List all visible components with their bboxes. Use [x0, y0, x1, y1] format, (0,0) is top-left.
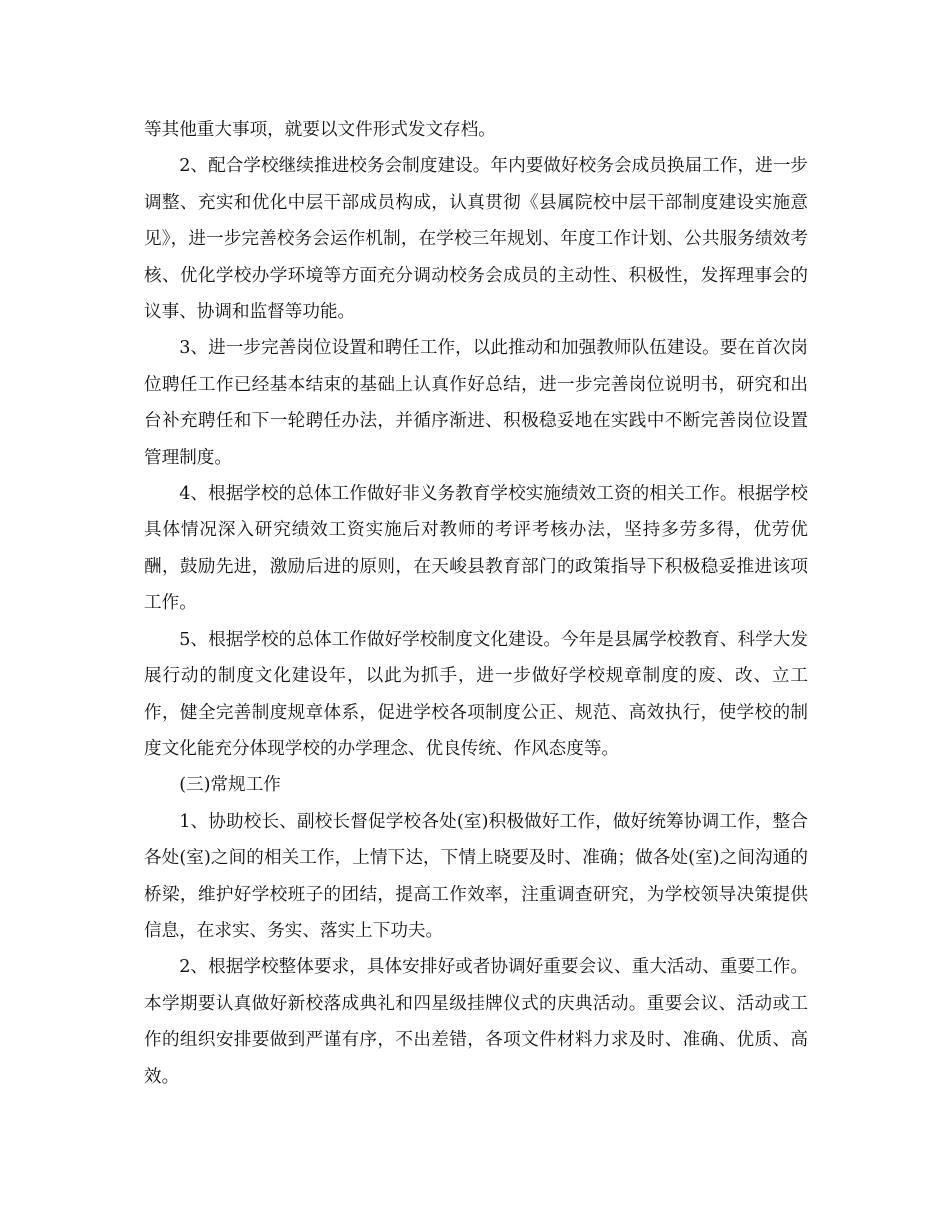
paragraph-item-3: 3、进一步完善岗位设置和聘任工作，以此推动和加强教师队伍建设。要在首次岗位聘任工作已经基本结束的基础上认真作好总结，进一步完善岗位说明书，研究和出台补充聘任和下一轮聘任办法，并循序渐进、积极稳妥地在实践中不断完善岗位设置管理制度。: [144, 338, 808, 468]
paragraph-routine-1: 1、协助校长、副校长督促学校各处(室)积极做好工作，做好统筹协调工作，整合各处(室)之间的相关工作，上情下达，下情上晓要及时、准确；做各处(室)之间沟通的桥梁，维护好学校班子的团结，提高工作效率，注重调查研究，为学校领导决策提供信息，在求实、务实、落实上下功夫。: [144, 811, 808, 941]
section-heading-routine-work: (三)常规工作: [179, 775, 281, 796]
document-body: [144, 112, 808, 1095]
paragraph-routine-2: 2、根据学校整体要求，具体安排好或者协调好重要会议、重大活动、重要工作。本学期要认真做好新校落成典礼和四星级挂牌仪式的庆典活动。重要会议、活动或工作的组织安排要做到严谨有序，不出差错，各项文件材料力求及时、准确、优质、高效。: [144, 957, 808, 1087]
paragraph-item-5: 5、根据学校的总体工作做好学校制度文化建设。今年是县属学校教育、科学大发展行动的制度文化建设年，以此为抓手，进一步做好学校规章制度的废、改、立工作，健全完善制度规章体系，促进学校各项制度公正、规范、高效执行，使学校的制度文化能充分体现学校的办学理念、优良传统、作风态度等。: [144, 629, 808, 759]
paragraph-item-2: 2、配合学校继续推进校务会制度建设。年内要做好校务会成员换届工作，进一步调整、充实和优化中层干部成员构成，认真贯彻《县属院校中层干部制度建设实施意见》，进一步完善校务会运作机制，在学校三年规划、年度工作计划、公共服务绩效考核、优化学校办学环境等方面充分调动校务会成员的主动性、积极性，发挥理事会的议事、协调和监督等功能。: [144, 156, 808, 323]
paragraph-continuation: 等其他重大事项，就要以文件形式发文存档。: [144, 120, 496, 140]
paragraph-item-4: 4、根据学校的总体工作做好非义务教育学校实施绩效工资的相关工作。根据学校具体情况深入研究绩效工资实施后对教师的考评考核办法，坚持多劳多得，优劳优酬，鼓励先进，激励后进的原则，在天峻县教育部门的政策指导下积极稳妥推进该项工作。: [144, 484, 808, 614]
